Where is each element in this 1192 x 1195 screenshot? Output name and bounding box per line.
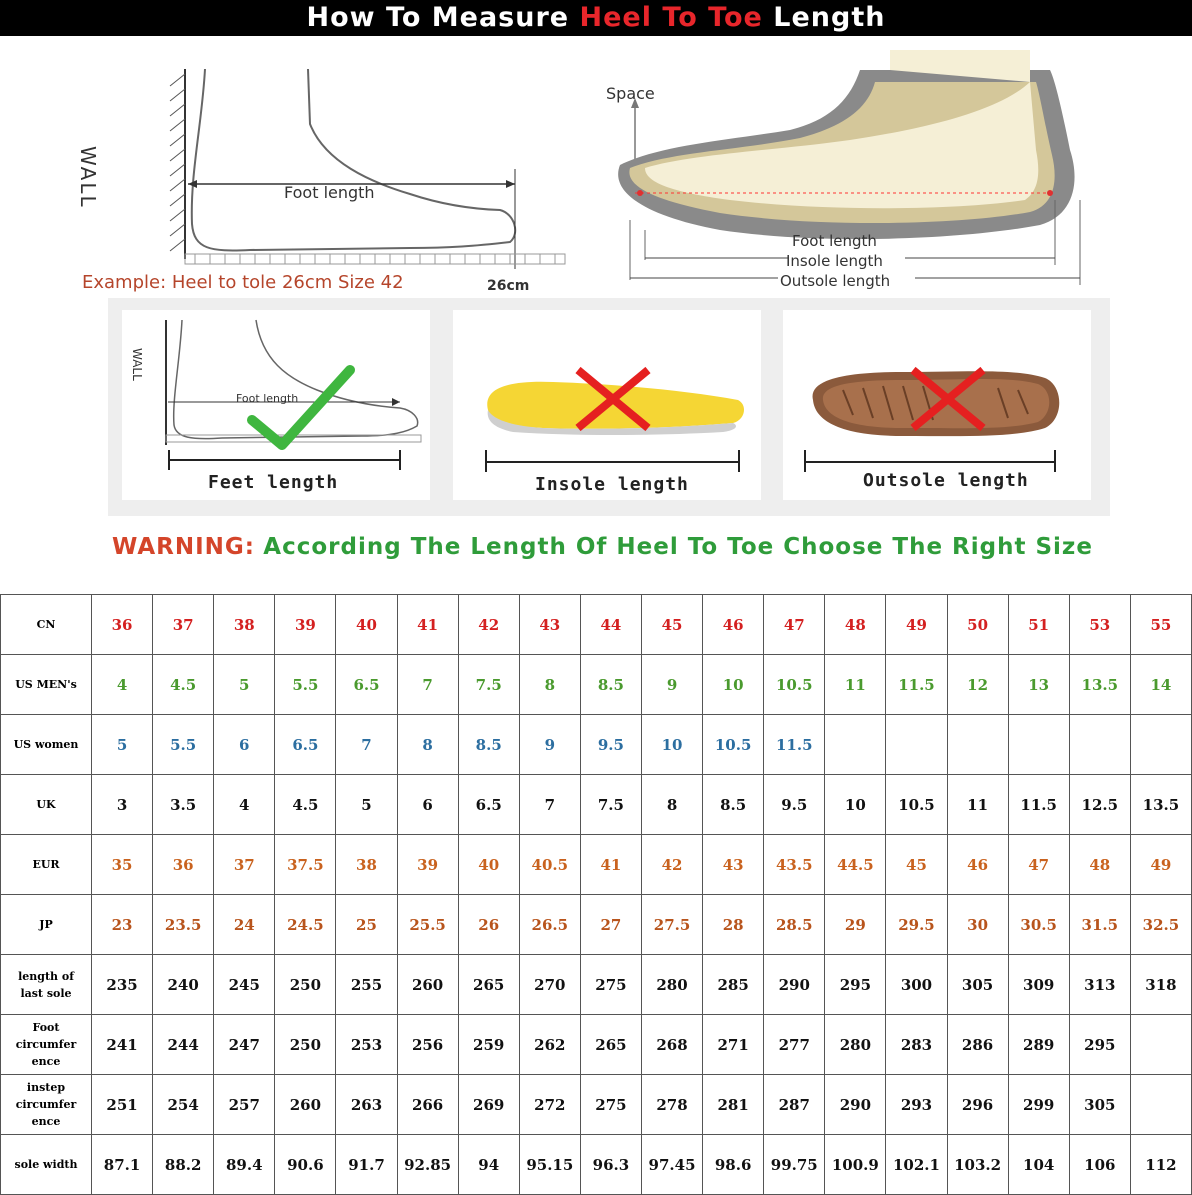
- table-cell: 13.5: [1069, 655, 1130, 715]
- row-header: Foot circumfer ence: [1, 1015, 92, 1075]
- foot-length-label: Foot length: [284, 183, 375, 202]
- table-cell: 275: [580, 955, 641, 1015]
- table-cell: 7.5: [458, 655, 519, 715]
- table-cell: [1130, 1075, 1191, 1135]
- table-cell: 10: [825, 775, 886, 835]
- row-header: US MEN's: [1, 655, 92, 715]
- table-cell: 8: [519, 655, 580, 715]
- table-cell: 290: [764, 955, 825, 1015]
- table-cell: 48: [825, 595, 886, 655]
- table-cell: 44: [580, 595, 641, 655]
- table-cell: 103.2: [947, 1135, 1008, 1195]
- table-cell: [886, 715, 947, 775]
- table-cell: 98.6: [703, 1135, 764, 1195]
- table-cell: 46: [947, 835, 1008, 895]
- table-cell: 44.5: [825, 835, 886, 895]
- table-cell: 37: [214, 835, 275, 895]
- row-header: instep circumfer ence: [1, 1075, 92, 1135]
- table-cell: 11.5: [886, 655, 947, 715]
- cm-label: 26cm: [487, 278, 530, 294]
- table-cell: 8.5: [580, 655, 641, 715]
- warning-text: According The Length Of Heel To Toe Choose The Right Size: [263, 534, 1093, 560]
- table-cell: 36: [92, 595, 153, 655]
- table-cell: 40: [458, 835, 519, 895]
- table-cell: 245: [214, 955, 275, 1015]
- diagram-outsole-length-label: Outsole length: [780, 272, 891, 290]
- panel-insole-length: [453, 310, 761, 500]
- table-cell: 255: [336, 955, 397, 1015]
- panel-wall-label: WALL: [130, 348, 144, 381]
- table-cell: 26.5: [519, 895, 580, 955]
- table-cell: 253: [336, 1015, 397, 1075]
- table-cell: 293: [886, 1075, 947, 1135]
- table-cell: 271: [703, 1015, 764, 1075]
- table-cell: 32.5: [1130, 895, 1191, 955]
- table-cell: 268: [641, 1015, 702, 1075]
- table-cell: 11.5: [764, 715, 825, 775]
- table-cell: 31.5: [1069, 895, 1130, 955]
- header-part3: Length: [762, 2, 886, 33]
- table-cell: 6.5: [336, 655, 397, 715]
- table-cell: 9: [519, 715, 580, 775]
- table-cell: 43.5: [764, 835, 825, 895]
- table-cell: 6: [214, 715, 275, 775]
- table-cell: 280: [825, 1015, 886, 1075]
- table-cell: 265: [580, 1015, 641, 1075]
- table-cell: 106: [1069, 1135, 1130, 1195]
- table-cell: 11: [825, 655, 886, 715]
- table-cell: 23: [92, 895, 153, 955]
- space-label: Space: [606, 84, 655, 103]
- table-cell: 283: [886, 1015, 947, 1075]
- table-cell: 269: [458, 1075, 519, 1135]
- table-cell: 10.5: [703, 715, 764, 775]
- table-cell: 26: [458, 895, 519, 955]
- table-cell: 55: [1130, 595, 1191, 655]
- row-header: sole width: [1, 1135, 92, 1195]
- table-cell: 265: [458, 955, 519, 1015]
- table-cell: 5: [336, 775, 397, 835]
- table-cell: 287: [764, 1075, 825, 1135]
- table-cell: 88.2: [153, 1135, 214, 1195]
- table-cell: 90.6: [275, 1135, 336, 1195]
- table-cell: 5.5: [275, 655, 336, 715]
- table-cell: 7.5: [580, 775, 641, 835]
- table-cell: 24.5: [275, 895, 336, 955]
- table-cell: 92.85: [397, 1135, 458, 1195]
- table-cell: 39: [397, 835, 458, 895]
- table-cell: 7: [336, 715, 397, 775]
- table-cell: 257: [214, 1075, 275, 1135]
- table-cell: 41: [580, 835, 641, 895]
- table-cell: 13.5: [1130, 775, 1191, 835]
- table-cell: 104: [1008, 1135, 1069, 1195]
- table-cell: 260: [397, 955, 458, 1015]
- table-cell: 250: [275, 1015, 336, 1075]
- insole-cross-icon: [453, 310, 761, 500]
- table-cell: 99.75: [764, 1135, 825, 1195]
- header-part1: How To Measure: [306, 2, 580, 33]
- table-cell: 5.5: [153, 715, 214, 775]
- table-row: [1, 955, 1192, 1015]
- table-cell: 235: [92, 955, 153, 1015]
- table-row: [1, 715, 1192, 775]
- table-cell: 97.45: [641, 1135, 702, 1195]
- table-cell: 48: [1069, 835, 1130, 895]
- table-cell: 244: [153, 1015, 214, 1075]
- table-cell: 281: [703, 1075, 764, 1135]
- table-cell: 10.5: [764, 655, 825, 715]
- table-cell: 277: [764, 1015, 825, 1075]
- diagram-foot-length-label: Foot length: [792, 232, 877, 250]
- table-cell: 29.5: [886, 895, 947, 955]
- insole-length-label: Insole length: [535, 474, 689, 495]
- table-row: [1, 835, 1192, 895]
- table-cell: 295: [1069, 1015, 1130, 1075]
- table-cell: 9: [641, 655, 702, 715]
- table-cell: 259: [458, 1015, 519, 1075]
- table-cell: 35: [92, 835, 153, 895]
- table-cell: 89.4: [214, 1135, 275, 1195]
- table-cell: 12.5: [1069, 775, 1130, 835]
- table-cell: 295: [825, 955, 886, 1015]
- table-cell: 262: [519, 1015, 580, 1075]
- table-cell: 8.5: [458, 715, 519, 775]
- panel-feet-length: [122, 310, 430, 500]
- row-header: EUR: [1, 835, 92, 895]
- example-text: Example: Heel to tole 26cm Size 42: [82, 272, 404, 293]
- table-cell: 8.5: [703, 775, 764, 835]
- table-cell: 309: [1008, 955, 1069, 1015]
- table-cell: 27: [580, 895, 641, 955]
- table-cell: 7: [519, 775, 580, 835]
- table-cell: 40.5: [519, 835, 580, 895]
- table-cell: 285: [703, 955, 764, 1015]
- table-cell: 4: [214, 775, 275, 835]
- table-cell: 24: [214, 895, 275, 955]
- table-cell: 11.5: [1008, 775, 1069, 835]
- diagram-insole-length-label: Insole length: [786, 252, 883, 270]
- table-cell: 41: [397, 595, 458, 655]
- row-header: CN: [1, 595, 92, 655]
- table-cell: 241: [92, 1015, 153, 1075]
- table-cell: 290: [825, 1075, 886, 1135]
- table-cell: 5: [214, 655, 275, 715]
- table-cell: 38: [214, 595, 275, 655]
- table-cell: 42: [641, 835, 702, 895]
- table-row: [1, 1015, 1192, 1075]
- row-header: UK: [1, 775, 92, 835]
- table-cell: 305: [947, 955, 1008, 1015]
- table-cell: 30.5: [1008, 895, 1069, 955]
- table-cell: 3.5: [153, 775, 214, 835]
- table-cell: 37: [153, 595, 214, 655]
- table-cell: 53: [1069, 595, 1130, 655]
- table-cell: 47: [1008, 835, 1069, 895]
- table-cell: [1130, 715, 1191, 775]
- table-cell: 4: [92, 655, 153, 715]
- table-cell: 6: [397, 775, 458, 835]
- table-cell: 247: [214, 1015, 275, 1075]
- table-cell: 5: [92, 715, 153, 775]
- table-cell: 278: [641, 1075, 702, 1135]
- table-cell: 43: [519, 595, 580, 655]
- header-highlight: Heel To Toe: [579, 2, 763, 33]
- table-cell: 8: [397, 715, 458, 775]
- row-header: length of last sole: [1, 955, 92, 1015]
- table-cell: 102.1: [886, 1135, 947, 1195]
- table-cell: 6.5: [458, 775, 519, 835]
- table-cell: 296: [947, 1075, 1008, 1135]
- table-cell: 112: [1130, 1135, 1191, 1195]
- table-cell: 13: [1008, 655, 1069, 715]
- table-cell: 36: [153, 835, 214, 895]
- feet-length-label: Feet length: [208, 472, 339, 493]
- table-cell: 280: [641, 955, 702, 1015]
- table-cell: 275: [580, 1075, 641, 1135]
- table-cell: 12: [947, 655, 1008, 715]
- table-cell: 9.5: [764, 775, 825, 835]
- table-cell: 49: [886, 595, 947, 655]
- table-cell: 28.5: [764, 895, 825, 955]
- table-cell: 7: [397, 655, 458, 715]
- table-cell: 51: [1008, 595, 1069, 655]
- page-header: [0, 0, 1192, 36]
- table-cell: 3: [92, 775, 153, 835]
- table-cell: 313: [1069, 955, 1130, 1015]
- table-cell: 27.5: [641, 895, 702, 955]
- table-cell: 43: [703, 835, 764, 895]
- table-cell: 240: [153, 955, 214, 1015]
- table-cell: 9.5: [580, 715, 641, 775]
- table-cell: 46: [703, 595, 764, 655]
- panel-outsole-length: [783, 310, 1091, 500]
- table-cell: 45: [886, 835, 947, 895]
- row-header: JP: [1, 895, 92, 955]
- table-cell: 94: [458, 1135, 519, 1195]
- table-cell: 30: [947, 895, 1008, 955]
- table-cell: [947, 715, 1008, 775]
- table-cell: 25.5: [397, 895, 458, 955]
- table-cell: 14: [1130, 655, 1191, 715]
- row-header: US women: [1, 715, 92, 775]
- table-row: [1, 1135, 1192, 1195]
- table-cell: 251: [92, 1075, 153, 1135]
- table-cell: 10: [641, 715, 702, 775]
- table-cell: 250: [275, 955, 336, 1015]
- table-cell: 299: [1008, 1075, 1069, 1135]
- table-row: [1, 595, 1192, 655]
- table-cell: 91.7: [336, 1135, 397, 1195]
- table-cell: 305: [1069, 1075, 1130, 1135]
- table-cell: 286: [947, 1015, 1008, 1075]
- size-chart-table: [0, 594, 1192, 1195]
- table-cell: 266: [397, 1075, 458, 1135]
- panel-foot-length-label: Foot length: [236, 392, 299, 405]
- table-cell: 87.1: [92, 1135, 153, 1195]
- outsole-length-label: Outsole length: [863, 470, 1029, 491]
- table-cell: 38: [336, 835, 397, 895]
- table-cell: 95.15: [519, 1135, 580, 1195]
- table-cell: 10: [703, 655, 764, 715]
- table-row: [1, 655, 1192, 715]
- table-cell: 40: [336, 595, 397, 655]
- wall-label: WALL: [76, 146, 100, 209]
- table-cell: [1130, 1015, 1191, 1075]
- table-cell: 6.5: [275, 715, 336, 775]
- table-cell: 96.3: [580, 1135, 641, 1195]
- table-cell: 300: [886, 955, 947, 1015]
- table-cell: [1069, 715, 1130, 775]
- table-cell: 47: [764, 595, 825, 655]
- table-cell: 4.5: [275, 775, 336, 835]
- table-cell: 25: [336, 895, 397, 955]
- table-cell: 263: [336, 1075, 397, 1135]
- table-cell: 100.9: [825, 1135, 886, 1195]
- table-cell: 10.5: [886, 775, 947, 835]
- table-cell: 45: [641, 595, 702, 655]
- table-cell: 39: [275, 595, 336, 655]
- table-cell: 8: [641, 775, 702, 835]
- table-cell: 272: [519, 1075, 580, 1135]
- table-cell: 23.5: [153, 895, 214, 955]
- table-cell: 318: [1130, 955, 1191, 1015]
- table-cell: 256: [397, 1015, 458, 1075]
- table-cell: 42: [458, 595, 519, 655]
- table-row: [1, 775, 1192, 835]
- table-cell: 29: [825, 895, 886, 955]
- table-cell: 49: [1130, 835, 1191, 895]
- table-cell: 11: [947, 775, 1008, 835]
- table-cell: 50: [947, 595, 1008, 655]
- warning-banner: [112, 534, 1093, 560]
- table-cell: [1008, 715, 1069, 775]
- table-row: [1, 1075, 1192, 1135]
- table-cell: 289: [1008, 1015, 1069, 1075]
- table-cell: 270: [519, 955, 580, 1015]
- table-cell: 28: [703, 895, 764, 955]
- warning-label: WARNING:: [112, 534, 255, 560]
- table-cell: 254: [153, 1075, 214, 1135]
- table-cell: 37.5: [275, 835, 336, 895]
- table-row: [1, 895, 1192, 955]
- table-cell: [825, 715, 886, 775]
- table-cell: 4.5: [153, 655, 214, 715]
- table-cell: 260: [275, 1075, 336, 1135]
